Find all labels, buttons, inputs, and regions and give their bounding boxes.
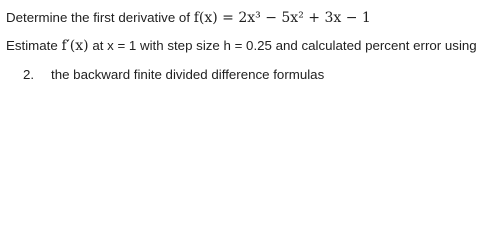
problem-intro-text: Determine the first derivative of: [6, 10, 191, 25]
estimate-instruction-line: [6, 38, 477, 54]
estimate-label: Estimate: [6, 38, 58, 53]
derivative-expression: f′(x): [61, 38, 89, 54]
method-description: the backward finite divided difference formulas: [51, 67, 325, 82]
list-item-number: 2.: [23, 67, 35, 82]
function-expression: f(x) = 2x³ − 5x² + 3x − 1: [193, 10, 371, 26]
method-list-item: [23, 67, 324, 83]
estimate-conditions-text: at x = 1 with step size h = 0.25 and calculated percent error using: [92, 38, 477, 53]
problem-statement-line: [6, 10, 371, 26]
